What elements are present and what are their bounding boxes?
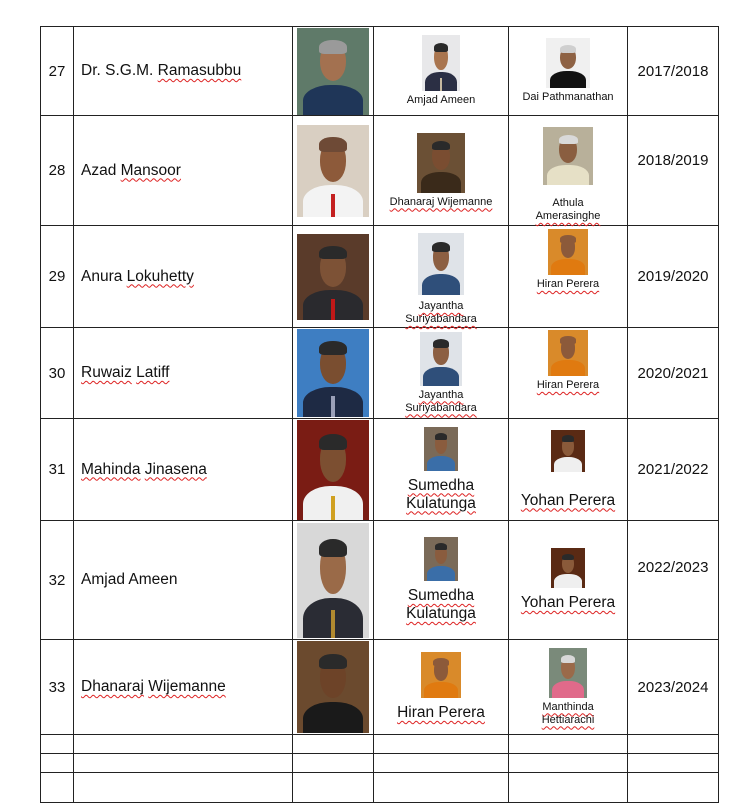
secretary-photo — [422, 35, 460, 91]
term-year: 2023/2024 — [628, 640, 719, 735]
secretary-name: Dhanaraj Wijemanne — [389, 195, 493, 208]
president-photo — [297, 125, 369, 217]
row-number: 30 — [41, 328, 74, 419]
table-row — [41, 116, 719, 226]
name-part-underlined: Ramasubbu — [157, 62, 242, 79]
treasurer-photo — [549, 648, 587, 698]
table-row — [41, 640, 719, 735]
table-row-empty — [41, 754, 719, 773]
name-part: Anura — [81, 267, 127, 285]
secretary-cell — [374, 640, 509, 735]
table-row-empty — [41, 773, 719, 803]
table-row — [41, 521, 719, 640]
secretary-cell — [374, 116, 509, 226]
treasurer-photo — [551, 430, 585, 472]
president-photo-cell — [293, 521, 374, 640]
president-name — [74, 27, 293, 116]
term-year: 2020/2021 — [628, 328, 719, 419]
president-photo — [297, 523, 369, 638]
president-photo — [297, 234, 369, 320]
treasurer-name: Manthinda Hettiarachi — [541, 700, 595, 726]
name-part-underlined: Wijemanne — [148, 678, 226, 695]
secretary-cell — [374, 521, 509, 640]
name-part-underlined: Ruwaiz — [81, 364, 132, 381]
name-part: Amjad Ameen — [81, 571, 178, 588]
row-number: 27 — [41, 27, 74, 116]
secretary-name: Hiran Perera — [397, 704, 485, 721]
name-part-underlined: Mahinda — [81, 460, 141, 478]
term-year: 2021/2022 — [628, 419, 719, 521]
treasurer-name: Yohan Perera — [520, 594, 616, 611]
president-photo-cell — [293, 27, 374, 116]
secretary-photo — [420, 332, 462, 386]
president-photo-cell — [293, 116, 374, 226]
table-row — [41, 328, 719, 419]
table-row — [41, 226, 719, 328]
secretary-name: Jayantha Suriyabandara — [405, 300, 477, 325]
term-year: 2019/2020 — [628, 226, 719, 328]
name-part-underlined: Lokuhetty — [126, 267, 194, 285]
president-name — [74, 116, 293, 226]
secretary-cell — [374, 419, 509, 521]
secretary-photo — [418, 233, 464, 295]
treasurer-cell — [509, 640, 628, 735]
president-name — [74, 419, 293, 521]
secretary-name: Jayantha Suriyabandara — [405, 388, 477, 414]
secretary-photo — [417, 133, 465, 193]
presidents-table — [40, 26, 719, 803]
treasurer-cell — [509, 226, 628, 328]
secretary-name: Sumedha Kulatunga — [406, 587, 476, 622]
secretary-photo — [424, 427, 458, 471]
treasurer-name: Athula Amerasinghe — [535, 197, 601, 222]
name-part-underlined: Mansoor — [120, 161, 181, 179]
treasurer-cell — [509, 27, 628, 116]
term-year: 2022/2023 — [628, 521, 719, 640]
secretary-cell — [374, 27, 509, 116]
treasurer-photo — [548, 330, 588, 376]
president-photo — [297, 329, 369, 417]
president-photo-cell — [293, 640, 374, 735]
secretary-cell — [374, 226, 509, 328]
term-year: 2017/2018 — [628, 27, 719, 116]
secretary-name: Sumedha Kulatunga — [406, 476, 476, 512]
name-part-underlined: Latiff — [136, 364, 170, 381]
treasurer-name: Yohan Perera — [520, 491, 616, 509]
president-photo-cell — [293, 419, 374, 521]
row-number: 33 — [41, 640, 74, 735]
treasurer-cell — [509, 116, 628, 226]
name-part-underlined: Dhanaraj — [81, 678, 144, 695]
term-year: 2018/2019 — [628, 116, 719, 226]
president-photo-cell — [293, 226, 374, 328]
president-name — [74, 226, 293, 328]
table-row-empty — [41, 735, 719, 754]
name-part: Dr. S.G.M. — [81, 62, 158, 79]
treasurer-cell — [509, 521, 628, 640]
treasurer-photo — [543, 127, 593, 185]
secretary-photo — [421, 652, 461, 698]
treasurer-photo — [548, 229, 588, 275]
president-name — [74, 640, 293, 735]
treasurer-photo — [551, 548, 585, 588]
treasurer-name: Hiran Perera — [536, 278, 600, 290]
president-photo-cell — [293, 328, 374, 419]
president-name — [74, 521, 293, 640]
secretary-name: Amjad Ameen — [406, 94, 476, 106]
president-photo — [297, 420, 369, 520]
secretary-cell — [374, 328, 509, 419]
treasurer-cell — [509, 328, 628, 419]
president-photo — [297, 28, 369, 115]
treasurer-name: Dai Pathmanathan — [522, 91, 614, 103]
row-number: 31 — [41, 419, 74, 521]
table-row — [41, 419, 719, 521]
treasurer-cell — [509, 419, 628, 521]
president-name — [74, 328, 293, 419]
row-number: 29 — [41, 226, 74, 328]
treasurer-photo — [546, 38, 590, 88]
name-part-underlined: Jinasena — [144, 460, 207, 478]
name-part: Azad — [81, 161, 121, 179]
row-number: 28 — [41, 116, 74, 226]
secretary-photo — [424, 537, 458, 581]
president-photo — [297, 641, 369, 733]
table-row — [41, 27, 719, 116]
treasurer-name: Hiran Perera — [536, 379, 600, 391]
row-number: 32 — [41, 521, 74, 640]
